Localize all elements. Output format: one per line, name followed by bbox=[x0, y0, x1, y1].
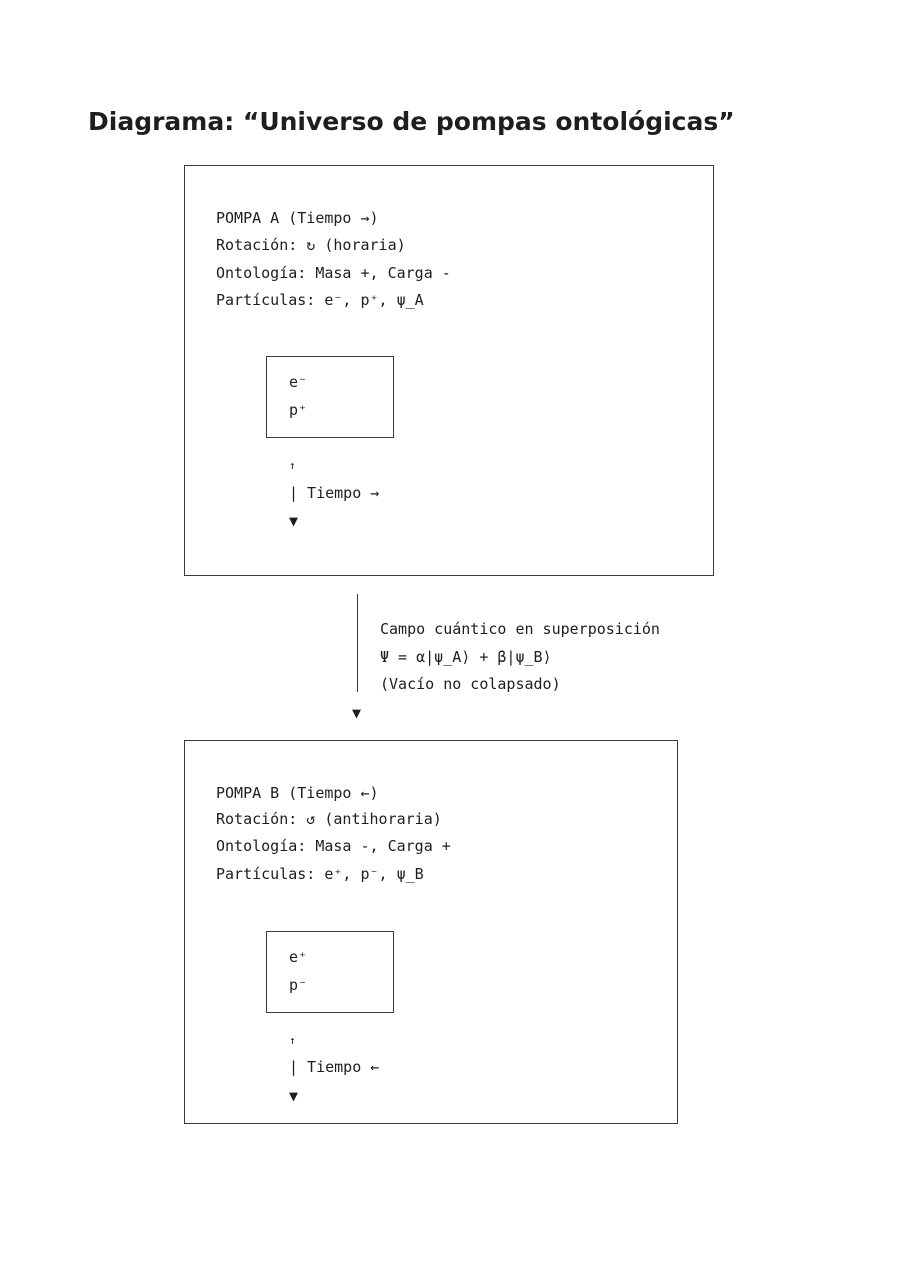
pompa-a-time-label: | Tiempo → bbox=[289, 484, 380, 502]
pompa-a-rotation: Rotación: ↻ (horaria) bbox=[216, 236, 406, 254]
pompa-a-particles: Partículas: e⁻, p⁺, ψ_A bbox=[216, 291, 424, 309]
pompa-b-header: POMPA B (Tiempo ←) bbox=[216, 784, 379, 802]
pompa-a-header: POMPA A (Tiempo →) bbox=[216, 209, 379, 227]
pompa-b-arrow-down-icon: ▼ bbox=[289, 1087, 299, 1105]
pompa-b-particles: Partículas: e⁺, p⁻, ψ_B bbox=[216, 865, 424, 883]
pompa-b-ontology: Ontología: Masa -, Carga + bbox=[216, 837, 451, 855]
pompa-b-rotation: Rotación: ↺ (antihoraria) bbox=[216, 810, 442, 828]
pompa-a-inner-box bbox=[266, 356, 394, 438]
connector-line bbox=[357, 594, 358, 692]
pompa-a-arrow-up-icon: ↑ bbox=[289, 459, 296, 472]
pompa-a-inner-proton: p⁺ bbox=[289, 401, 308, 419]
field-arrow-down-icon: ▼ bbox=[352, 704, 362, 722]
field-line-2: Ψ = α|ψ_A⟩ + β|ψ_B⟩ bbox=[380, 648, 552, 666]
pompa-b-inner-antiproton: p⁻ bbox=[289, 976, 308, 994]
field-line-3: (Vacío no colapsado) bbox=[380, 675, 561, 693]
pompa-b-inner-box bbox=[266, 931, 394, 1013]
field-line-1: Campo cuántico en superposición bbox=[380, 620, 660, 638]
pompa-a-arrow-down-icon: ▼ bbox=[289, 512, 299, 530]
pompa-b-arrow-up-icon: ↑ bbox=[289, 1034, 296, 1047]
pompa-b-inner-positron: e⁺ bbox=[289, 948, 308, 966]
page-title: Diagrama: “Universo de pompas ontológicas” bbox=[88, 107, 735, 136]
pompa-a-ontology: Ontología: Masa +, Carga - bbox=[216, 264, 451, 282]
pompa-b-time-label: | Tiempo ← bbox=[289, 1058, 380, 1076]
pompa-a-inner-electron: e⁻ bbox=[289, 373, 308, 391]
